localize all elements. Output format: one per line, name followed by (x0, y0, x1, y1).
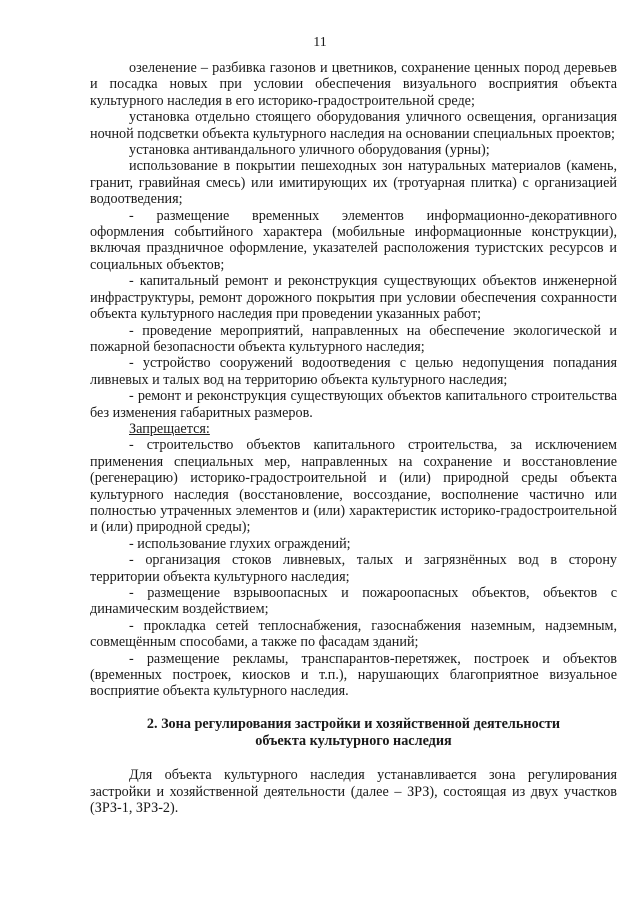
paragraph: использование в покрытии пешеходных зон натуральных материалов (камень, гранит, гравийная смесь) или имитирующих их (тротуарная плитка) с организацией водоотведения; (90, 158, 617, 208)
forbidden-item: - прокладка сетей теплоснабжения, газоснабжения наземным, надземным, совмещённым способами, а также по фасадам зданий; (90, 617, 617, 651)
paragraph: установка отдельно стоящего оборудования уличного освещения, организация ночной подсветки объекта культурного наследия на основании специальных проектов; (90, 109, 617, 142)
forbidden-item: - использование глухих ограждений; (129, 535, 351, 552)
page-number: 11 (313, 35, 327, 50)
forbidden-label: Запрещается: (129, 420, 210, 437)
paragraph: - проведение мероприятий, направленных на обеспечение экологической и пожарной безопасности объекта культурного наследия; (90, 322, 617, 355)
forbidden-item: - размещение рекламы, транспарантов-перетяжек, построек и объектов (временных построек, киосков и т.п.), нарушающих благоприятное визуальное восприятие объекта культурного наследия. (90, 650, 617, 700)
forbidden-item: - размещение взрывоопасных и пожароопасных объектов, объектов с динамическим воздействием; (90, 585, 617, 618)
paragraph: - ремонт и реконструкция существующих объектов капитального строительства без изменения габаритных размеров. (90, 388, 617, 421)
paragraph: - капитальный ремонт и реконструкция существующих объектов инженерной инфраструктуры, ремонт дорожного покрытия при условии обеспечения сохранности объекта культурного наследия при проведении указанных работ; (90, 273, 617, 323)
forbidden-item: - организация стоков ливневых, талых и загрязнённых вод в сторону территории объекта культурного наследия; (90, 552, 617, 585)
paragraph: установка антивандального уличного оборудования (урны); (129, 142, 490, 159)
section-heading (90, 716, 617, 750)
document-body (90, 60, 617, 817)
paragraph: - размещение временных элементов информационно-декоративного оформления событийного характера (мобильные информационные конструкции), включая праздничное оформление, указателей расположения туристских ресурсов и социальных объектов; (90, 207, 617, 273)
paragraph: озеленение – разбивка газонов и цветников, сохранение ценных пород деревьев и посадка новых при условии обеспечения визуального восприятия объекта культурного наследия в его историко-градостроительной среде; (90, 60, 617, 109)
paragraph: - устройство сооружений водоотведения с целью недопущения попадания ливневых и талых вод на территорию объекта культурного наследия; (90, 355, 617, 388)
section-heading-line-2: объекта культурного наследия (255, 732, 452, 749)
final-paragraph: Для объекта культурного наследия устанавливается зона регулирования застройки и хозяйственной деятельности (далее – ЗРЗ), состоящая из двух участков (ЗРЗ-1, ЗРЗ-2). (90, 767, 617, 817)
section-heading-line-1: 2. Зона регулирования застройки и хозяйственной деятельности (146, 715, 561, 732)
forbidden-item: - строительство объектов капитального строительства, за исключением применения специальных мер, направленных на сохранение и восстановление (регенерацию) историко-градостроительной и (или) природной среды объекта культурного наследия (восстановление, воссоздание, восполнение частично или полностью утраченных элементов и (или) характеристик историко-градостроительной и (или) природной среды); (90, 437, 617, 536)
